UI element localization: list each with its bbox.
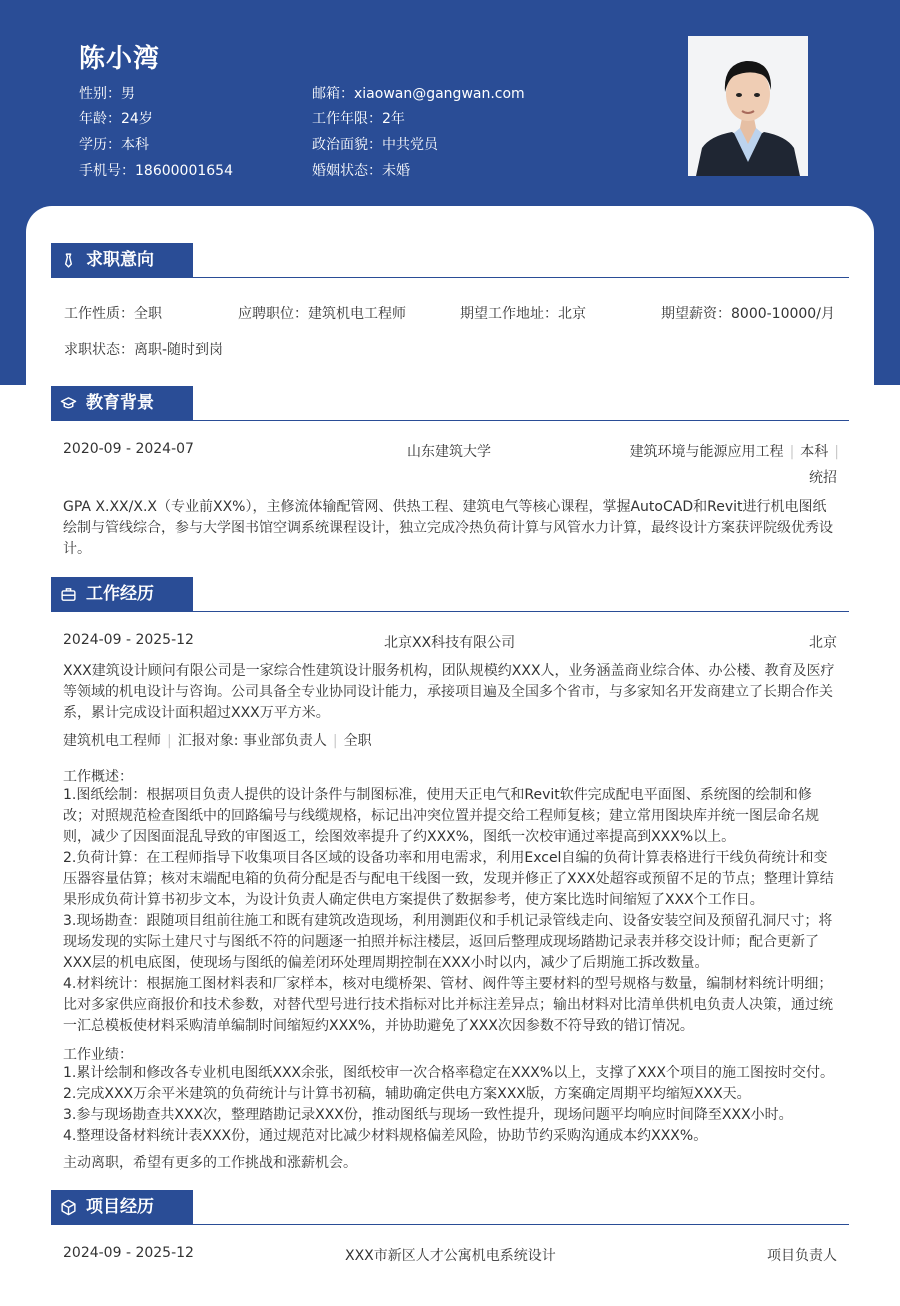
education-mode: 统招: [809, 470, 837, 486]
education-description: GPA X.XX/X.X（专业前XX%），主修流体输配管网、供热工程、建筑电气等核心课程，掌握AutoCAD和Revit进行机电图纸绘制与管线综合，参与大学图书馆空调系统课程设计，独立完成冷热负荷计算与风管水力计算，最终设计方案获评院级优秀设计。: [63, 499, 833, 557]
work-overview-title: 工作概述：: [63, 769, 133, 785]
work-achievement-title: 工作业绩：: [63, 1047, 133, 1063]
project-period: 2024-09 - 2025-12: [63, 1245, 194, 1261]
section-work: [51, 577, 849, 612]
section-education-tab: [51, 386, 193, 420]
intent-salary: 期望薪资：8000-10000/月: [661, 306, 835, 322]
work-type: 全职: [343, 733, 372, 749]
work-achievements: [63, 1063, 839, 1147]
section-project-tab: [51, 1190, 193, 1224]
work-role: 建筑机电工程师: [63, 733, 161, 749]
intent-location: 期望工作地址：北京: [460, 306, 586, 322]
education-level: 学历：本科: [79, 137, 149, 153]
section-project: [51, 1190, 849, 1225]
political-status: 政治面貌：中共党员: [312, 137, 438, 153]
work-city: 北京: [809, 635, 837, 651]
graduation-cap-icon: [60, 395, 77, 412]
work-report: 汇报对象: 事业部负责人: [177, 733, 327, 749]
work-company-description: XXX建筑设计顾问有限公司是一家综合性建筑设计服务机构，团队规模约XXX人，业务涵盖商业综合体、办公楼、教育及医疗等领域的机电设计与咨询。公司具备全专业协同设计能力，承接项目遍及全国多个省市，与多家知名开发商建立了长期合作关系，累计完成设计面积超过XXX万平方米。: [63, 663, 835, 721]
education-degree: 本科: [800, 444, 829, 460]
work-overview-item-3: 3.现场勘查：跟随项目组前往施工和既有建筑改造现场，利用测距仪和手机记录管线走向、设备安装空间及预留孔洞尺寸；将现场发现的实际土建尺寸与图纸不符的问题逐一拍照并标注楼层，返回后整理成现场踏勘记录表并移交设计师；配合更新了XXX层的机电底图，使现场与图纸的偏差闭环处理周期控制在XXX小时以内，减少了后期施工拆改数量。: [63, 913, 833, 971]
work-achievement-item: 4.整理设备材料统计表XXX份，通过规范对比减少材料规格偏差风险，协助节约采购沟通成本约XXX%。: [63, 1128, 708, 1144]
section-work-tab: [51, 577, 193, 611]
education-school: 山东建筑大学: [407, 444, 491, 460]
avatar-portrait: [688, 36, 808, 176]
section-education-title: 教育背景: [86, 393, 154, 413]
email: 邮箱：xiaowan@gangwan.com: [312, 86, 525, 102]
intent-status: 求职状态：离职-随时到岗: [64, 342, 224, 358]
section-work-title: 工作经历: [86, 584, 154, 604]
cube-icon: [60, 1199, 77, 1216]
work-years: 工作年限：2年: [312, 111, 405, 127]
education-major-degree: 建筑环境与能源应用工程 | 本科 |: [629, 444, 839, 460]
project-role: 项目负责人: [767, 1248, 837, 1264]
section-education: [51, 386, 849, 421]
section-intent: [51, 243, 849, 278]
work-role-line: 建筑机电工程师 | 汇报对象: 事业部负责人 | 全职: [63, 733, 372, 749]
section-intent-title: 求职意向: [86, 250, 154, 270]
section-intent-tab: [51, 243, 193, 277]
work-period: 2024-09 - 2025-12: [63, 632, 194, 648]
work-achievement-item: 2.完成XXX万余平米建筑的负荷统计与计算书初稿，辅助确定供电方案XXX版，方案确定周期平均缩短XXX天。: [63, 1086, 751, 1102]
work-leave-reason: 主动离职，希望有更多的工作挑战和涨薪机会。: [63, 1155, 357, 1171]
section-project-title: 项目经历: [86, 1197, 154, 1217]
education-major: 建筑环境与能源应用工程: [629, 444, 784, 460]
intent-type: 工作性质：全职: [64, 306, 162, 322]
work-achievement-item: 1.累计绘制和修改各专业机电图纸XXX余张，图纸校审一次合格率稳定在XXX%以上，支撑了XXX个项目的施工图按时交付。: [63, 1065, 834, 1081]
age: 年龄：24岁: [79, 111, 153, 127]
education-period: 2020-09 - 2024-07: [63, 441, 194, 457]
work-achievement-item: 3.参与现场勘查共XXX次，整理踏勘记录XXX份，推动图纸与现场一致性提升，现场问题平均响应时间降至XXX小时。: [63, 1107, 793, 1123]
project-name: XXX市新区人才公寓机电系统设计: [345, 1248, 556, 1264]
work-overview-item-1: 1.图纸绘制：根据项目负责人提供的设计条件与制图标准，使用天正电气和Revit软件完成配电平面图、系统图的绘制和修改；对照规范检查图纸中的回路编号与线缆规格，标记出冲突位置并提交给工程师复核；建立常用图块库并统一图层命名规则，减少了因图面混乱导致的审图返工，绘图效率提升了约XXX%，图纸一次校审通过率提高到XXX%以上。: [63, 787, 819, 845]
phone: 手机号：18600001654: [79, 163, 233, 179]
profile-photo: [688, 36, 808, 176]
briefcase-icon: [60, 586, 77, 603]
candidate-name: 陈小湾: [79, 44, 161, 74]
intent-position: 应聘职位：建筑机电工程师: [238, 306, 406, 322]
gender: 性别：男: [79, 86, 135, 102]
work-overview-item-4: 4.材料统计：根据施工图材料表和厂家样本，核对电缆桥架、管材、阀件等主要材料的型号规格与数量，编制材料统计明细；比对多家供应商报价和技术参数，对替代型号进行技术指标对比并标注差异点；输出材料对比清单供机电负责人决策，通过统一汇总模板使材料采购清单编制时间缩短约XXX%，并协助避免了XXX次因参数不符导致的错订情况。: [63, 976, 833, 1034]
work-company: 北京XX科技有限公司: [384, 635, 516, 651]
tie-icon: [60, 252, 77, 269]
work-overview-item-2: 2.负荷计算：在工程师指导下收集项目各区域的设备功率和用电需求，利用Excel自编的负荷计算表格进行干线负荷统计和变压器容量估算；核对末端配电箱的负荷分配是否与配电干线图一致，发现并修正了XXX处超容或预留不足的节点；整理计算结果形成负荷计算书初步文本，为设计负责人确定供电方案提供了数据参考，使方案比选时间缩短了XXX个工作日。: [63, 850, 834, 908]
marital-status: 婚姻状态：未婚: [312, 163, 410, 179]
